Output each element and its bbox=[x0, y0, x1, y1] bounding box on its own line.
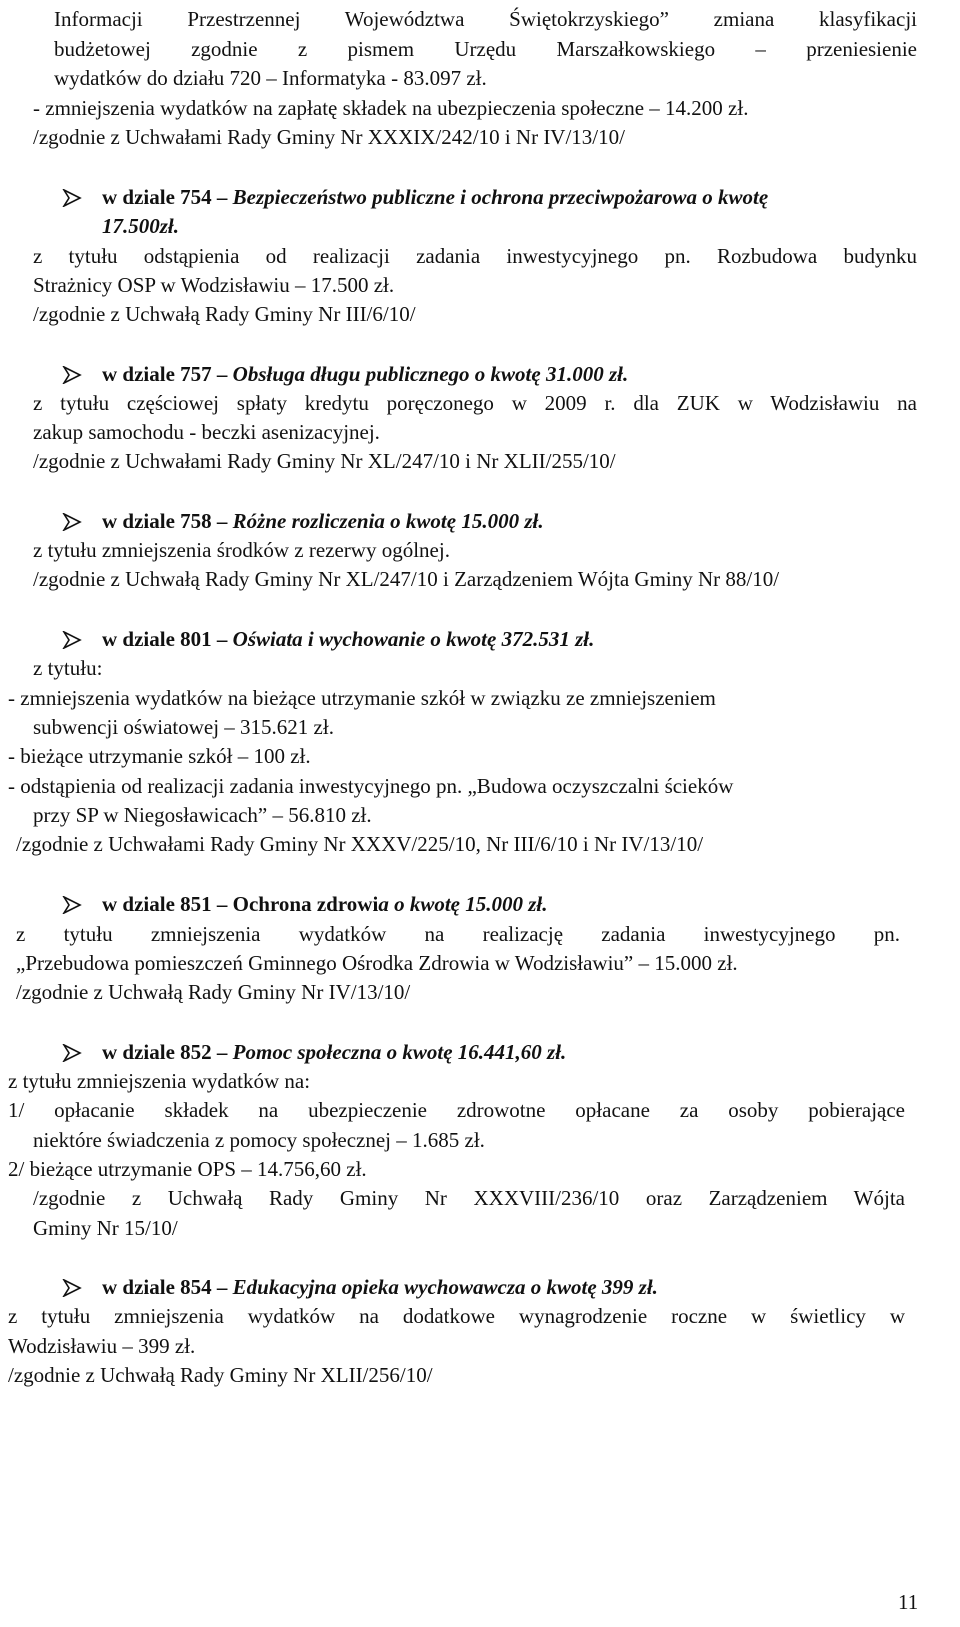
section-801-line-5: - odstąpienia od realizacji zadania inwestycyjnego pn. „Budowa oczyszczalni ścieków bbox=[8, 774, 734, 798]
section-852-line-2: 1/ opłacanie składek na ubezpieczenie zdrowotne opłacane za osoby pobierające bbox=[8, 1098, 905, 1122]
arrow-bullet-icon bbox=[62, 366, 82, 384]
intro-line-1: Informacji Przestrzennej Województwa Świętokrzyskiego” zmiana klasyfikacji bbox=[54, 7, 917, 31]
section-852-line-6: Gminy Nr 15/10/ bbox=[33, 1216, 178, 1240]
section-801-line-3: subwencji oświatowej – 315.621 zł. bbox=[33, 715, 334, 739]
arrow-bullet-icon bbox=[62, 896, 82, 914]
section-758-line-1: z tytułu zmniejszenia środków z rezerwy ogólnej. bbox=[33, 538, 450, 562]
section-852-line-4: 2/ bieżące utrzymanie OPS – 14.756,60 zł. bbox=[8, 1157, 367, 1181]
section-754-amount: 17.500zł. bbox=[102, 214, 180, 238]
section-758-prefix: w dziale 758 – bbox=[102, 509, 233, 533]
section-801-line-4: - bieżące utrzymanie szkół – 100 zł. bbox=[8, 744, 311, 768]
intro-line-3: wydatków do działu 720 – Informatyka - 83.097 zł. bbox=[54, 66, 487, 90]
intro-resolution: /zgodnie z Uchwałami Rady Gminy Nr XXXIX/242/10 i Nr IV/13/10/ bbox=[33, 125, 625, 149]
arrow-bullet-icon bbox=[62, 513, 82, 531]
section-852-line-1: z tytułu zmniejszenia wydatków na: bbox=[8, 1069, 311, 1093]
section-801-line-2: - zmniejszenia wydatków na bieżące utrzymanie szkół w związku ze zmniejszeniem bbox=[8, 686, 716, 710]
intro-line-4: - zmniejszenia wydatków na zapłatę składek na ubezpieczenia społeczne – 14.200 zł. bbox=[33, 96, 749, 120]
page-number: 11 bbox=[898, 1590, 919, 1614]
section-754-prefix: w dziale 754 – bbox=[102, 185, 233, 209]
section-754-resolution: /zgodnie z Uchwałą Rady Gminy Nr III/6/10/ bbox=[33, 302, 416, 326]
section-854-resolution: /zgodnie z Uchwałą Rady Gminy Nr XLII/256/10/ bbox=[8, 1363, 433, 1387]
section-851-line-1: z tytułu zmniejszenia wydatków na realizację zadania inwestycyjnego pn. bbox=[16, 922, 900, 946]
section-851-title: a o kwotę 15.000 zł. bbox=[378, 892, 548, 916]
arrow-bullet-icon bbox=[62, 631, 82, 649]
arrow-bullet-icon bbox=[62, 1279, 82, 1297]
section-801-resolution: /zgodnie z Uchwałami Rady Gminy Nr XXXV/225/10, Nr III/6/10 i Nr IV/13/10/ bbox=[16, 832, 704, 856]
section-852-prefix: w dziale 852 – bbox=[102, 1040, 233, 1064]
section-854-line-1: z tytułu zmniejszenia wydatków na dodatkowe wynagrodzenie roczne w świetlicy w bbox=[8, 1304, 905, 1328]
section-854-title: Edukacyjna opieka wychowawcza o kwotę 399 zł. bbox=[232, 1275, 658, 1299]
section-754-line-1: z tytułu odstąpienia od realizacji zadania inwestycyjnego pn. Rozbudowa budynku bbox=[33, 244, 917, 268]
section-758-title: Różne rozliczenia o kwotę 15.000 zł. bbox=[232, 509, 544, 533]
section-852-line-5: /zgodnie z Uchwałą Rady Gminy Nr XXXVIII/236/10 oraz Zarządzeniem Wójta bbox=[33, 1186, 905, 1210]
section-854-line-2: Wodzisławiu – 399 zł. bbox=[8, 1334, 196, 1358]
section-801-prefix: w dziale 801 – bbox=[102, 627, 233, 651]
section-801-line-1: z tytułu: bbox=[33, 656, 103, 680]
section-852-title: Pomoc społeczna o kwotę 16.441,60 zł. bbox=[232, 1040, 567, 1064]
section-758-resolution: /zgodnie z Uchwałą Rady Gminy Nr XL/247/10 i Zarządzeniem Wójta Gminy Nr 88/10/ bbox=[33, 567, 780, 591]
intro-line-2: budżetowej zgodnie z pismem Urzędu Marszałkowskiego – przeniesienie bbox=[54, 37, 917, 61]
section-801-title: Oświata i wychowanie o kwotę 372.531 zł. bbox=[232, 627, 595, 651]
section-754-line-2: Strażnicy OSP w Wodzisławiu – 17.500 zł. bbox=[33, 273, 395, 297]
section-757-line-2: zakup samochodu - beczki asenizacyjnej. bbox=[33, 420, 380, 444]
section-757-resolution: /zgodnie z Uchwałami Rady Gminy Nr XL/247/10 i Nr XLII/255/10/ bbox=[33, 449, 616, 473]
section-757-line-1: z tytułu częściowej spłaty kredytu poręczonego w 2009 r. dla ZUK w Wodzisławiu na bbox=[33, 391, 917, 415]
arrow-bullet-icon bbox=[62, 189, 82, 207]
section-801-line-6: przy SP w Niegosławicach” – 56.810 zł. bbox=[33, 803, 372, 827]
section-851-prefix: w dziale 851 – Ochrona zdrowi bbox=[102, 892, 379, 916]
section-851-line-2: „Przebudowa pomieszczeń Gminnego Ośrodka Zdrowia w Wodzisławiu” – 15.000 zł. bbox=[16, 951, 738, 975]
section-854-prefix: w dziale 854 – bbox=[102, 1275, 233, 1299]
section-754-title: Bezpieczeństwo publiczne i ochrona przeciwpożarowa o kwotę bbox=[232, 185, 769, 209]
section-757-prefix: w dziale 757 – bbox=[102, 362, 233, 386]
section-852-line-3: niektóre świadczenia z pomocy społecznej – 1.685 zł. bbox=[33, 1128, 485, 1152]
section-757-title: Obsługa długu publicznego o kwotę 31.000 zł. bbox=[232, 362, 629, 386]
section-851-resolution: /zgodnie z Uchwałą Rady Gminy Nr IV/13/10/ bbox=[16, 980, 411, 1004]
arrow-bullet-icon bbox=[62, 1044, 82, 1062]
